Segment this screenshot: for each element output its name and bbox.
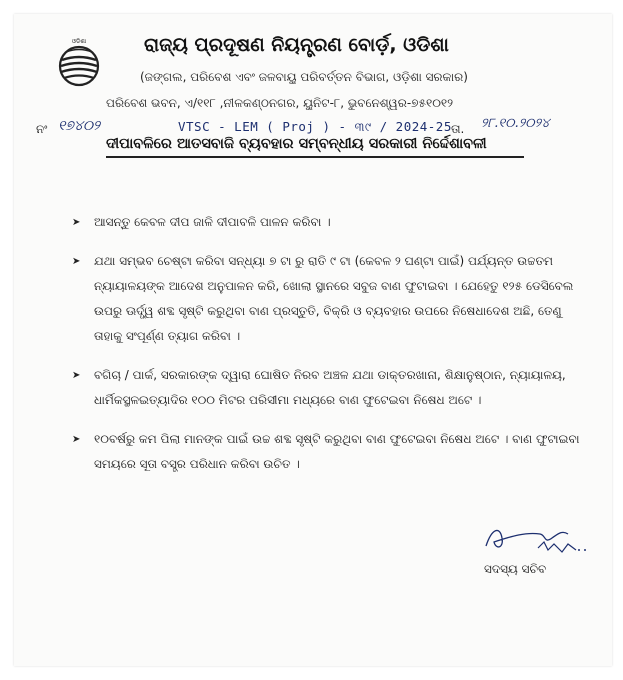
arrowhead-bullet-icon: ➤ [72,217,81,228]
list-item [72,363,592,413]
arrowhead-bullet-icon: ➤ [72,370,81,381]
signatory-designation: ସଦସ୍ୟ ସଚିବ [484,562,547,576]
reference-code: VTSC - LEM ( Proj ) - ୩୯ / 2024-25 [178,119,452,134]
letter-page [14,14,612,666]
arrowhead-bullet-icon: ➤ [72,256,81,267]
guideline-list [72,210,592,491]
list-item-text: ୧୦ବର୍ଷରୁ କମ ପିଲା ମାନଙ୍କ ପାଇଁ ଉଚ୍ଚ ଶବ୍ଦ ସୃଷ୍ଟି କରୁଥିବା ବାଣ ଫୁଟେଇବା ନିଷେଧ ଅଟେ । ବାଣ ଫୁଟାଇବା ସମୟରେ ସୂତା ବସ୍ତ୍ର ପରିଧାନ କରିବା ଉଚିତ । [94,432,580,471]
list-item-text: ବଗିଚା / ପାର୍କ, ସରକାରଙ୍କ ଦ୍ୱାରା ଘୋଷିତ ନିରବ ଅଞ୍ଚଳ ଯଥା ଡାକ୍ତରଖାନା, ଶିକ୍ଷାନୁଷ୍ଠାନ, ନ୍ୟାୟାଳୟ, ଧାର୍ମିକସ୍ଥଳଇତ୍ୟାଦିର ୧୦୦ ମିଟର ପରିସୀମା ମଧ୍ୟରେ ବାଣ ଫୁଟେଇବା ନିଷେଧ ଅଟେ । [94,368,566,407]
reference-date: ୨୮.୧୦.୨୦୨୪ [481,116,550,131]
board-emblem-icon [54,36,104,88]
handwritten-signature-icon [482,520,592,560]
list-item [72,210,592,235]
department-subtitle: (ଜଙ୍ଗଲ, ପରିବେଶ ଏବଂ ଜଳବାୟୁ ପରିବର୍ତ୍ତନ ବିଭାଗ, ଓଡ଼ିଶା ସରକାର) [140,70,468,84]
reference-date-label: ତା. [451,122,465,136]
reference-number-label: ନଂ [36,122,48,136]
list-item-text: ଯଥା ସମ୍ଭବ ଚେଷ୍ଟା କରିବା ସନ୍ଧ୍ୟା ୭ ଟା ରୁ ରାତି ୯ ଟା (କେବଳ ୨ ଘଣ୍ଟା ପାଇଁ) ପର୍ଯ୍ୟନ୍ତ ଉଚ୍ଚତମ ନ୍ୟାୟାଳୟଙ୍କ ଆଦେଶ ଅନୁପାଳନ କରି, ଖୋଲା ସ୍ଥାନରେ ସବୁଜ ବାଣ ଫୁଟାଇବା । ଯେହେତୁ ୧୨୫ ଡେସିବେଲ ଉପରୁ ଊର୍ଦ୍ଧ୍ୱ ଶବ୍ଦ ସୃଷ୍ଟି କରୁଥିବା ବାଣ ପ୍ରସ୍ତୁତି, ବିକ୍ରି ଓ ବ୍ୟବହାର ଉପରେ ନିଷେଧାଦେଶ ଅଛି, ତେଣୁ ତାହାକୁ ସଂପୂର୍ଣ୍ଣ ତ୍ୟାଗ କରିବା । [94,254,574,343]
document-heading: ଦୀପାବଳିରେ ଆତସବାଜି ବ୍ୟବହାର ସମ୍ବନ୍ଧୀୟ ସରକାରୀ ନିର୍ଦ୍ଦେଶାବଳୀ [106,136,487,152]
heading-underline [106,156,524,158]
board-title: ରାଜ୍ୟ ପ୍ରଦୂଷଣ ନିୟନ୍ତ୍ରଣ ବୋର୍ଡ଼, ଓଡିଶା [144,34,449,56]
arrowhead-bullet-icon: ➤ [72,434,81,445]
list-item-text: ଆସନ୍ତୁ କେବଳ ଦୀପ ଜାଳି ଦୀପାବଳି ପାଳନ କରିବା । [94,215,331,229]
reference-number: ୧୭୪୦୨ [58,118,100,134]
list-item [72,249,592,349]
list-item [72,427,592,477]
office-address: ପରିବେଶ ଭବନ, ଏ/୧୧୮ ,ନୀଳକଣ୍ଠନଗର, ୟୁନିଟ-୮, ଭୁବନେଶ୍ୱର-୭୫୧୦୧୨ [106,96,454,110]
svg-text:ଓଡିଶା: ଓଡିଶା [71,38,87,45]
